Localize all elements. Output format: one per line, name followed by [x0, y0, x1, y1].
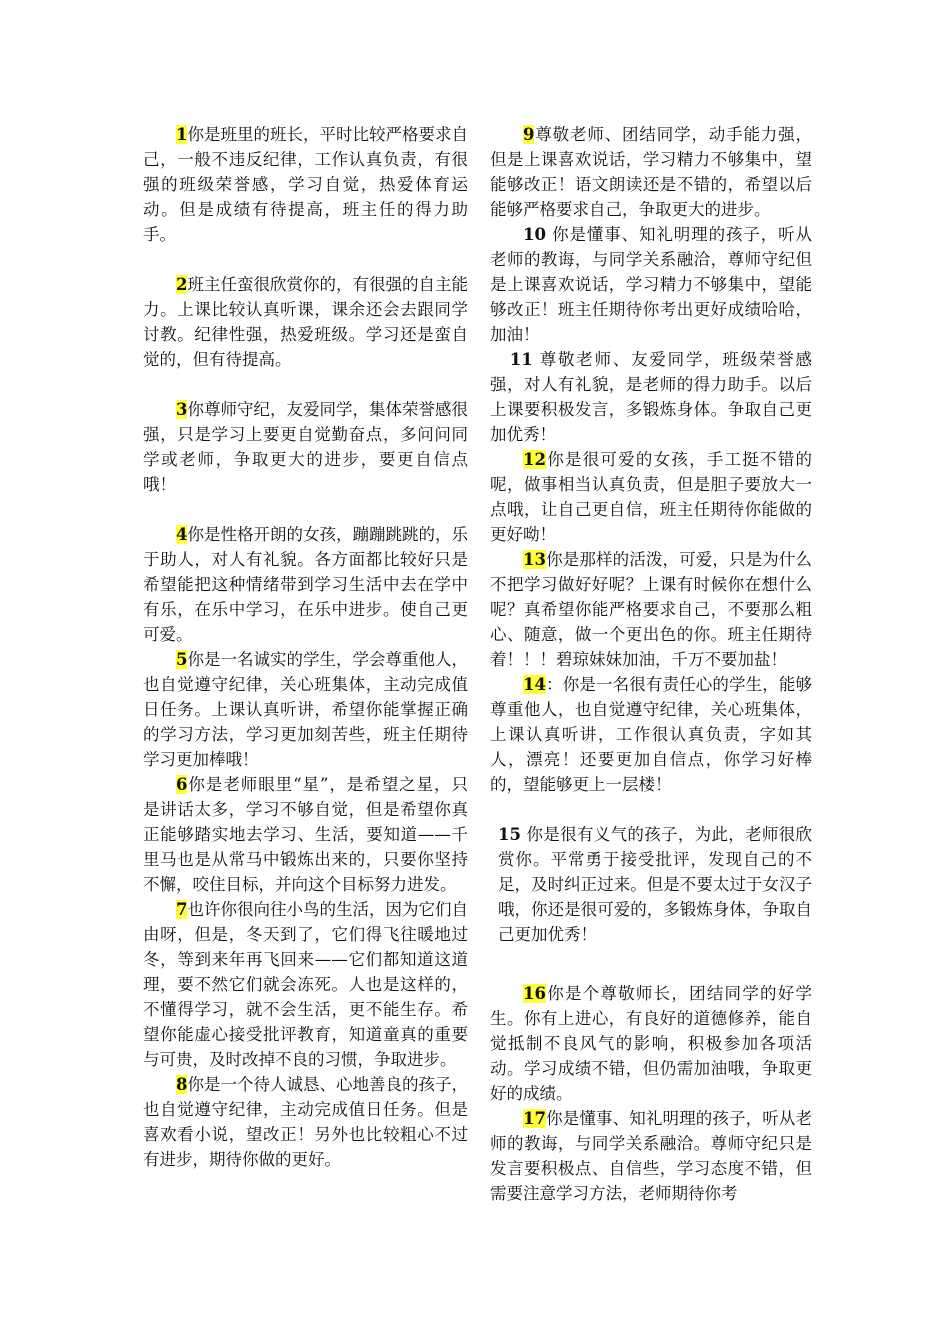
comment-text: 尊敬老师、友爱同学，班级荣誉感强，对人有礼貌，是老师的得力助手。以后上课要积极发言，多锻炼身体。争取自己更加优秀！ — [490, 350, 812, 444]
comment-number: 8 — [176, 1075, 188, 1094]
comment-14 — [490, 672, 812, 797]
comment-15 — [490, 822, 812, 947]
comment-number: 12 — [523, 450, 546, 469]
comment-4 — [143, 522, 468, 647]
comment-text: 你是很有义气的孩子，为此，老师很欣赏你。平常勇于接受批评，发现自己的不足，及时纠正过来。但是不要太过于女汉子哦，你还是很可爱的，多锻炼身体，争取自己更加优秀！ — [498, 825, 812, 944]
comment-number: 9 — [523, 125, 535, 144]
comment-text: 也许你很向往小鸟的生活，因为它们自由呀，但是，冬天到了，它们得飞往暖地过冬，等到来年再飞回来——它们都知道这道理，要不然它们就会冻死。人也是这样的，不懂得学习，就不会生活，更不能生存。希望你能虚心接受批评教育，知道童真的重要与可贵，及时改掉不良的习惯，争取进步。 — [143, 900, 468, 1069]
comment-2 — [143, 272, 468, 372]
comment-number: 6 — [176, 775, 188, 794]
comment-number: 11 — [509, 350, 533, 369]
comment-number: 16 — [523, 984, 546, 1003]
comment-3 — [143, 397, 468, 497]
comment-number: 2 — [176, 275, 188, 294]
comment-11 — [490, 347, 812, 447]
comment-number: 15 — [498, 825, 521, 844]
comment-16 — [490, 981, 812, 1106]
comment-12 — [490, 447, 812, 547]
comment-number: 17 — [523, 1109, 546, 1128]
comment-number: 5 — [176, 650, 188, 669]
comment-number: 13 — [523, 550, 546, 569]
comment-10 — [490, 222, 812, 347]
comment-text: 你尊师守纪，友爱同学，集体荣誉感很强，只是学习上要更自觉勤奋点，多问问同学或老师，争取更大的进步，要更自信点哦！ — [143, 400, 468, 494]
comment-9 — [490, 122, 812, 222]
comment-text: 班主任蛮很欣赏你的，有很强的自主能力。上课比较认真听课，课余还会去跟同学讨教。纪律性强，热爱班级。学习还是蛮自觉的，但有待提高。 — [143, 275, 468, 369]
comment-7 — [143, 897, 468, 1072]
comment-text: 你是一名诚实的学生，学会尊重他人，也自觉遵守纪律，关心班集体，主动完成值日任务。上课认真听讲，希望你能掌握正确的学习方法，学习更加刻苦些，班主任期待学习更加棒哦！ — [143, 650, 468, 769]
comment-text: ：你是一名很有责任心的学生，能够尊重他人，也自觉遵守纪律，关心班集体，上课认真听讲，工作很认真负责，字如其人，漂亮！还要更加自信点，你学习好棒的，望能够更上一层楼！ — [490, 675, 812, 794]
comment-text: 你是那样的活泼，可爱，只是为什么不把学习做好好呢？上课有时候你在想什么呢？真希望你能严格要求自己，不要那么粗心、随意，做一个更出色的你。班主任期待着！！！碧琼妹妹加油，千万不要加盐！ — [490, 550, 812, 669]
comment-number: 14 — [523, 675, 546, 694]
comment-text: 你是个尊敬师长，团结同学的好学生。你有上进心，有良好的道德修养，能自觉抵制不良风气的影响，积极参加各项活动。学习成绩不错，但仍需加油哦，争取更好的成绩。 — [490, 984, 812, 1103]
left-column — [143, 122, 468, 1172]
comment-6 — [143, 772, 468, 897]
comment-text: 尊敬老师、团结同学，动手能力强，但是上课喜欢说话，学习精力不够集中，望能够改正！语文朗读还是不错的，希望以后能够严格要求自己，争取更大的进步。 — [490, 125, 812, 219]
comment-text: 你是懂事、知礼明理的孩子，听从老师的教诲，与同学关系融洽，尊师守纪但是上课喜欢说话，学习精力不够集中，望能够改正！班主任期待你考出更好成绩哈哈，加油！ — [490, 225, 812, 344]
comment-number: 1 — [176, 125, 188, 144]
comment-5 — [143, 647, 468, 772]
comment-text: 你是懂事、知礼明理的孩子，听从老师的教诲，与同学关系融洽。尊师守纪只是发言要积极点、自信些，学习态度不错，但需要注意学习方法，老师期待你考 — [490, 1109, 812, 1203]
comment-number: 7 — [176, 900, 188, 919]
comment-number: 10 — [523, 225, 546, 244]
comment-text: 你是一个待人诚恳、心地善良的孩子，也自觉遵守纪律，主动完成值日任务。但是喜欢看小说，望改正！另外也比较粗心不过有进步，期待你做的更好。 — [143, 1075, 468, 1169]
comment-1 — [143, 122, 468, 247]
comment-text: 你是班里的班长，平时比较严格要求自己，一般不违反纪律，工作认真负责，有很强的班级荣誉感，学习自觉，热爱体育运动。但是成绩有待提高，班主任的得力助手。 — [143, 125, 468, 244]
comment-number: 3 — [176, 400, 188, 419]
comment-17 — [490, 1106, 812, 1206]
comment-8 — [143, 1072, 468, 1172]
comment-text: 你是很可爱的女孩，手工挺不错的呢，做事相当认真负责，但是胆子要放大一点哦，让自己更自信，班主任期待你能做的更好呦！ — [490, 450, 812, 544]
comment-number: 4 — [176, 525, 188, 544]
right-column — [490, 122, 812, 1206]
comment-text: 你是老师眼里“星”，是希望之星，只是讲话太多，学习不够自觉，但是希望你真正能够踏实地去学习、生活，要知道——千里马也是从常马中锻炼出来的，只要你坚持不懈，咬住目标，并向这个目标努力进发。 — [143, 775, 468, 894]
comment-13 — [490, 547, 812, 672]
comment-text: 你是性格开朗的女孩，蹦蹦跳跳的，乐于助人，对人有礼貌。各方面都比较好只是希望能把这种情绪带到学习生活中去在学中有乐，在乐中学习，在乐中进步。使自己更可爱。 — [143, 525, 468, 644]
